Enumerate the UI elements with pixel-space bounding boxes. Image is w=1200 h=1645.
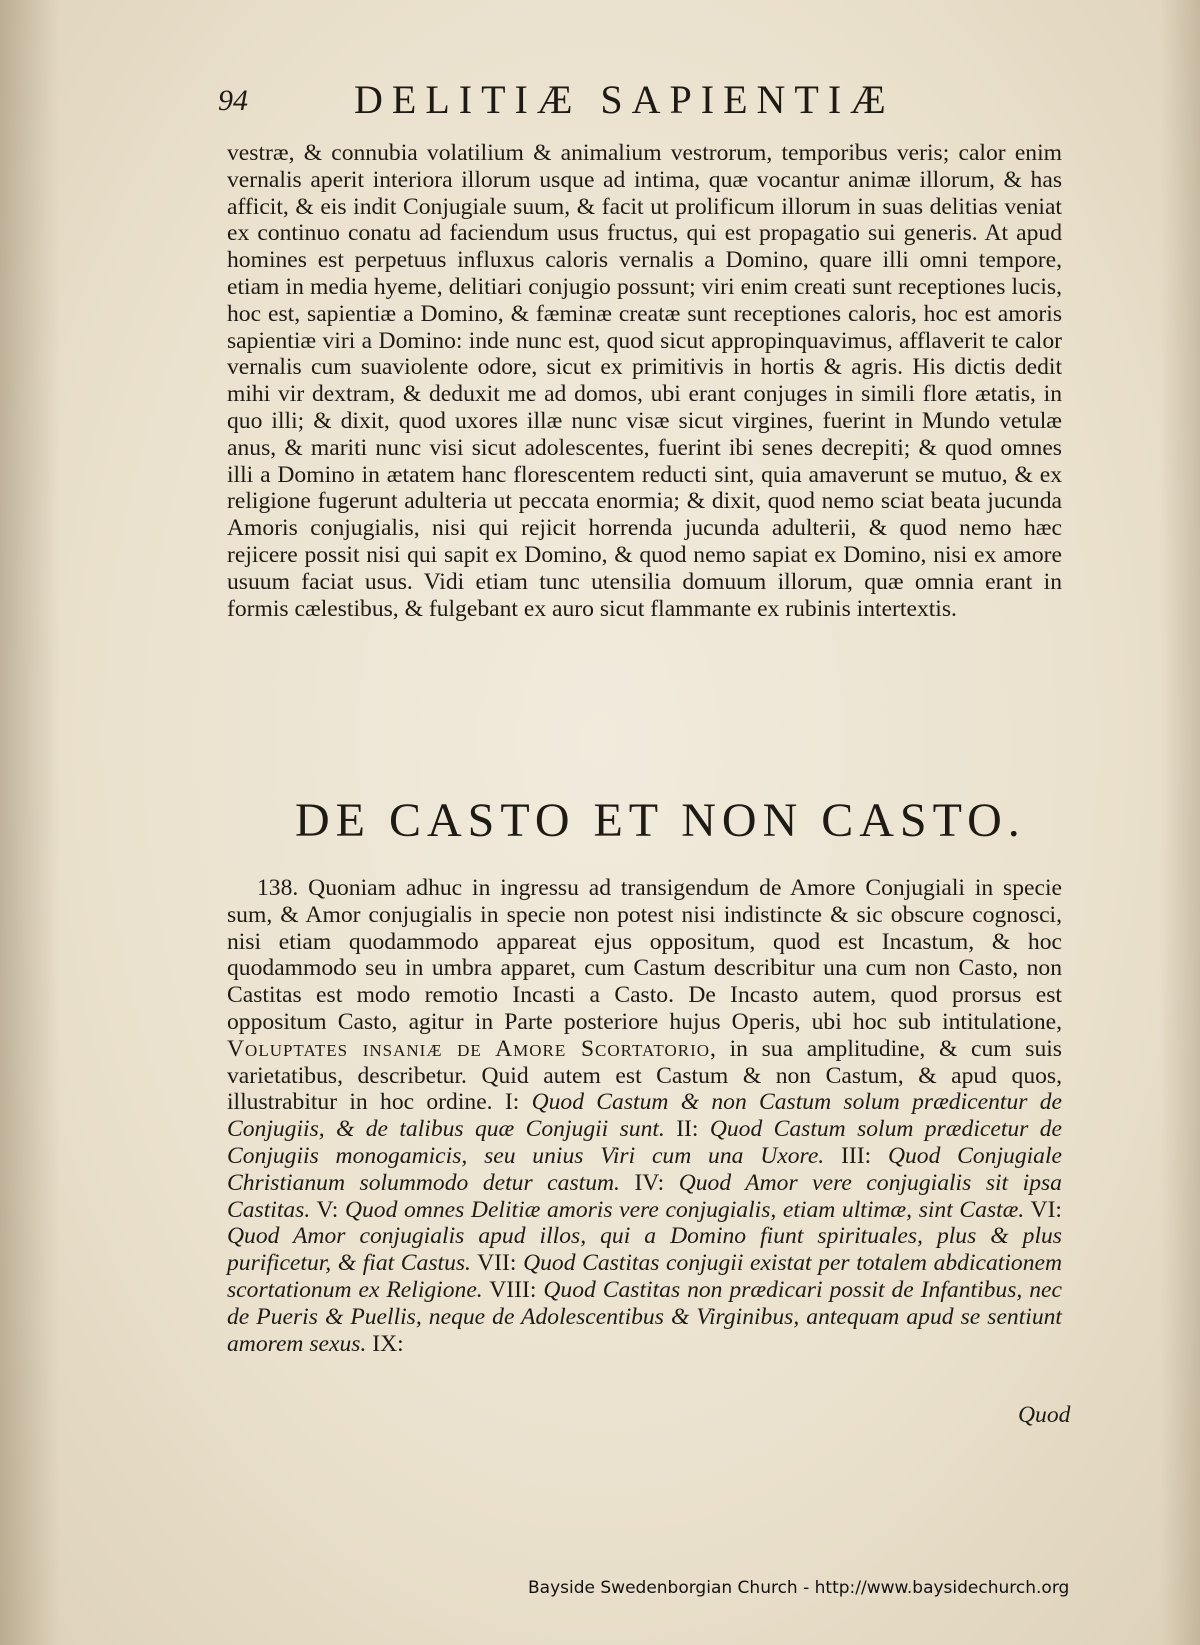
paragraph-2-after: , in sua amplitudine, & cum suis varietatibus, describetur. Quid autem est Castum & non Castum, & apud quos, illustrabitur in hoc ordine. xyxy=(227,1035,1062,1116)
paragraph-2-smallcaps-title: Voluptates insaniæ de Amore Scortatorio xyxy=(227,1035,711,1062)
list-item-num: I: xyxy=(504,1089,520,1116)
spine-shadow xyxy=(0,0,60,1645)
list-item-text: Quod Castum solum prædicetur de Conjugiis monogamicis, seu unius Viri cum una Uxore. xyxy=(227,1116,1062,1169)
page-number: 94 xyxy=(218,84,248,117)
running-title: DELITIÆ SAPIENTIÆ xyxy=(354,77,895,122)
list-item-text: Quod Conjugiale Christianum solummodo detur castum. xyxy=(227,1142,1063,1196)
list-item-text: Quod Amor vere conjugialis sit ipsa Castitas. xyxy=(227,1169,1062,1223)
list-item-num: VI: xyxy=(1030,1196,1062,1223)
paragraph-2 xyxy=(227,875,1062,1357)
running-head xyxy=(218,76,1008,126)
list-item-num: IX: xyxy=(372,1330,404,1357)
page-edge-shadow xyxy=(1160,0,1200,1645)
list-item-text: Quod Amor conjugialis apud illos, qui a Domino fiunt spirituales, plus & plus purificetur, & fiat Castus. xyxy=(227,1223,1062,1277)
list-item-num: II: xyxy=(676,1116,699,1143)
catchword: Quod xyxy=(1018,1402,1071,1428)
paragraph-1: vestræ, & connubia volatilium & animalium vestrorum, temporibus veris; calor enim vernalis aperit interiora illorum usque ad intima, quæ vocantur animæ illorum, & has afficit, & eis indit Conjugiale suum, & facit ut prolificum illorum in suas delitias veniat ex continuo conatu ad faciendum usus fructus, qui est propagatio sui generis. At apud homines est perpetuus influxus caloris vernalis a Domino, quare illi omni tempore, etiam in media hyeme, delitiari conjugio possunt; viri enim creati sunt receptiones lucis, hoc est, sapientiæ a Domino, & fæminæ creatæ sunt receptiones caloris, hoc est amoris sapientiæ viri a Domino: inde nunc est, quod sicut appropinquavimus, afflaverit te calor vernalis cum suaviolente odore, sicut ex primitivis in hortis & agris. His dictis dedit mihi vir dextram, & deduxit me ad domos, ubi erant conjuges in simili flore ætatis, in quo illi; & dixit, quod uxores illæ nunc visæ sicut virgines, fuerint in Mundo vetulæ anus, & mariti nunc visi sicut adolescentes, fuerint ibi senes decrepiti; & quod omnes illi a Domino in ætatem hanc florescentem reducti sint, quia amaverunt se mutuo, & ex religione fugerunt adulteria ut peccata enormia; & dixit, quod nemo sciat beata jucunda Amoris conjugialis, nisi qui rejicit horrenda jucunda adulterii, & quod nemo hæc rejicere possit nisi qui sapit ex Domino, & quod nemo sapiat ex Domino, nisi ex amore usuum faciat usus. Vidi etiam tunc utensilia domuum illorum, quæ omnia erant in formis cælestibus, & fulgebant ex auro sicut flammante ex rubinis intertextis. xyxy=(227,140,1062,622)
list-item-text: Quod Castitas conjugii existat per totalem abdicationem scortationum ex Religione. xyxy=(227,1250,1062,1303)
list-item-num: III: xyxy=(841,1142,872,1169)
section-title: DE CASTO ET NON CASTO. xyxy=(295,794,1026,847)
list-item-num: IV: xyxy=(634,1169,665,1196)
list-item-num: VII: xyxy=(477,1250,517,1277)
list-item-text: Quod Castitas non prædicari possit de Infantibus, nec de Pueris & Puellis, neque de Adolescentibus & Virginibus, antequam apud se sentiunt amorem sexus. xyxy=(227,1276,1062,1357)
list-item-text: Quod Castum & non Castum solum prædicentur de Conjugiis, & de talibus quæ Conjugii sunt. xyxy=(227,1089,1062,1143)
list-item-num: V: xyxy=(316,1196,339,1223)
paragraph-2-intro: 138. Quoniam adhuc in ingressu ad transigendum de Amore Conjugiali in specie sum, & Amor conjugialis in specie non potest nisi indistincte & sic obscure cognosci, nisi etiam quodammodo appareat ejus oppositum, quod est Incastum, & hoc quodammodo seu in umbra apparet, cum Castum describitur una cum non Casto, non Castitas est modo remotio Incasti a Casto. De Incasto autem, quod prorsus est oppositum Casto, agitur in Parte posteriore hujus Operis, ubi hoc sub intitulatione, xyxy=(227,875,1062,1035)
list-item-text: Quod omnes Delitiæ amoris vere conjugialis, etiam ultimæ, sint Castæ. xyxy=(344,1196,1025,1223)
footer-credit: Bayside Swedenborgian Church - http://www.baysidechurch.org xyxy=(528,1578,1070,1598)
list-item-num: VIII: xyxy=(489,1276,537,1303)
